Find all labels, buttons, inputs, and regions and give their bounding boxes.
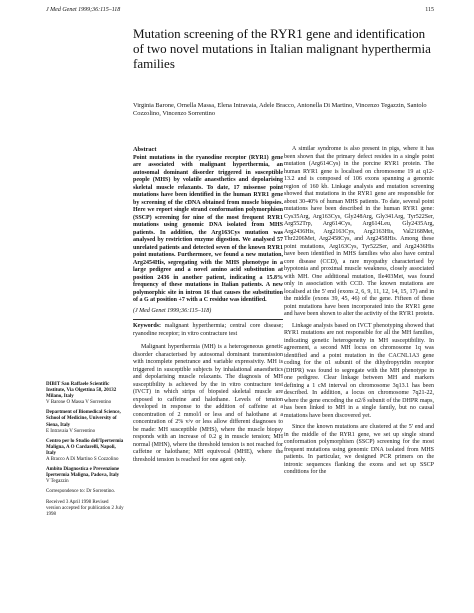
citation: (J Med Genet 1999;36:115–118)	[133, 307, 212, 314]
article-title: Mutation screening of the RYR1 gene and identification of two novel mutations in Italian malignant hyperthermia families	[133, 26, 431, 71]
affiliation	[46, 467, 124, 485]
keywords-text: malignant hyperthermia; central core disease; ryanodine receptor; in vitro contracture test	[133, 323, 283, 337]
right-column	[284, 146, 434, 481]
body-paragraph: Malignant hyperthermia (MH) is a heterogeneous genetic disorder characterised by autosomal dominant transmission with incomplete penetrance and variable expressivity. MH is triggered in susceptible subjects by inhalational anaesthetics and depolarising muscle relaxants. The diagnosis of MH susceptibility is achieved by the in vitro contracture test (IVCT) in which strips of biopsied skeletal muscle are exposed to caffeine and halothane. Levels of tension developed in response to the addition of caffeine at a concentration of 2 mmol/l or less and of halothane at a concentration of 2% v/v or less allow different diagnoses to be made: MH susceptible (MHS), where the muscle biopsy responds with an increase of 0.2 g in muscle tension; MH normal (MHN), where the threshold tension is not reached for caffeine or halothane; MH equivocal (MHE), where the threshold tension is reached for one agent only.	[133, 344, 283, 463]
body-paragraph: Since the known mutations are clustered at the 5' end and in the middle of the RYR1 gene, we set up single strand conformation polymorphism (SSCP) screening for the most frequent mutations using genomic DNA isolated from MHS patients. In particular, we designed PCR primers on the intronic sequences flanking the exons and set up SSCP conditions for the	[284, 424, 434, 475]
running-head: J Med Genet 1999;36:115–118	[46, 7, 121, 13]
affiliation-names: A Bracco A Di Martino S Cozzolino	[46, 457, 119, 463]
divider	[133, 319, 283, 320]
affiliation-place: Centro per lo Studio dell'Ipertermia Maligna, A O Cardarelli, Napoli, Italy	[46, 438, 124, 456]
correspondence-note: Correspondence to: Dr Sorrentino.	[46, 489, 116, 495]
affiliation	[46, 382, 124, 406]
body-paragraph: A similar syndrome is also present in pigs, where it has been shown that the primary defect resides in a single point mutation (Arg614Cys) in the porcine RYR1 protein. The human RYR1 gene is localised on chromosome 19 at q12-13.2 and is composed of 106 exons spanning a genomic region of 160 kb. Linkage analysis and mutation screening showed that mutations in the RYR1 gene are responsible for about 30-40% of human MHS patients. To date, several point mutations have been described in the human RYR1 gene: Cys35Arg, Arg163Cys, Gly248Arg, Gly341Arg, Tyr522Ser, Arg552Trp, Arg614Cys, Arg614Leu, Gly2435Arg, Arg2436His, Arg2163Cys, Arg2163His, Val2168Met, Thr2206Met, Arg2458Cys, and Arg2458His. Among these point mutations, Arg163Cys, Tyr522Ser, and Arg2436His have been identified in MHS families who also have central core disease (CCD), a rare myopathy characterised by hypotonia and proximal muscle weakness, closely associated with MH. One additional mutation, Ile403Met, was found only in association with CCD. The known mutations are localised at the 5' end (exons 2, 6, 9, 11, 12, 14, 15, 17) and in the middle (exons 39, 45, 46) of the gene. Fifteen of these point mutations have been incorporated into the RYR1 gene and have been shown to alter the activity of the RYR1 protein.	[284, 146, 434, 317]
page-number: 115	[425, 7, 434, 13]
abstract-heading: Abstract	[133, 146, 157, 153]
keywords	[133, 323, 283, 338]
affiliation	[46, 410, 124, 434]
body-paragraph: Linkage analysis based on IVCT phenotyping showed that RYR1 mutations are not responsible for all the MH families, indicating genetic heterogeneity in MH susceptibility. In agreement, a second MH locus on chromosome 1q was identified and a point mutation in the CACNL1A3 gene coding for the α1 subunit of the dihydropyridin receptor (DHPR) was found to segregate with the MH phenotype in one pedigree. Clear linkage between MH and markers defining a 1 cM interval on chromosome 3q13.1 has been described. In addition, a locus on chromosome 7q21-22, where the gene encoding the α2/δ subunit of the DHPR maps, has been linked to MH in a single family, but no causal mutations have been discovered yet.	[284, 322, 434, 419]
affiliation-place: DIBIT San Raffaele Scientific Institute, Via Olgettina 58, 20132 Milano, Italy	[46, 382, 117, 400]
keywords-label: Keywords:	[133, 323, 161, 329]
left-column	[133, 146, 283, 468]
affiliation-names: V Barone O Massa V Sorrentino	[46, 400, 112, 406]
affiliation	[46, 439, 124, 463]
affiliation-place: Ambito Diagnostica e Prevenzione Ipertermia Maligna, Padova, Italy	[46, 467, 120, 479]
affiliation-names: V Tegazzin	[46, 479, 69, 485]
abstract-text: Point mutations in the ryanodine receptor (RYR1) gene are associated with malignant hyperthermia, an autosomal dominant disorder triggered in susceptible people (MHS) by volatile anaesthetics and depolarising skeletal muscle relaxants. To date, 17 missense point mutations have been identified in the human RYR1 gene by screening of the cDNA obtained from muscle biopsies. Here we report single strand conformation polymorphism (SSCP) screening for nine of the most frequent RYR1 mutations using genomic DNA isolated from MHS patients. In addition, the Arg163Cys mutation was analysed by restriction enzyme digestion. We analysed 57 unrelated patients and detected seven of the known RYR1 point mutations. Furthermore, we found a new mutation, Arg2454His, segregating with the MHS phenotype in a large pedigree and a novel amino acid substitution at position 2436 in another patient, indicating a 15.8% frequency of these mutations in Italian patients. A new polymorphic site in intron 16 that causes the substitution of a G at position +7 with a C residue was identified.	[133, 154, 283, 303]
author-list: Virginia Barone, Ornella Massa, Elena Intravaia, Adele Bracco, Antonella Di Martino, Vincenzo Tegazzin, Santolo Cozzolino, Vincenzo Sorrentino	[133, 102, 427, 117]
affiliation-place: Department of Biomedical Science, School of Medicine, University of Siena, Italy	[46, 410, 121, 428]
affiliation-sidebar	[46, 382, 124, 522]
received-note: Received 3 April 1998 Revised version accepted for publication 2 July 1998	[46, 499, 124, 517]
affiliation-names: E Intravaia V Sorrentino	[46, 428, 96, 434]
